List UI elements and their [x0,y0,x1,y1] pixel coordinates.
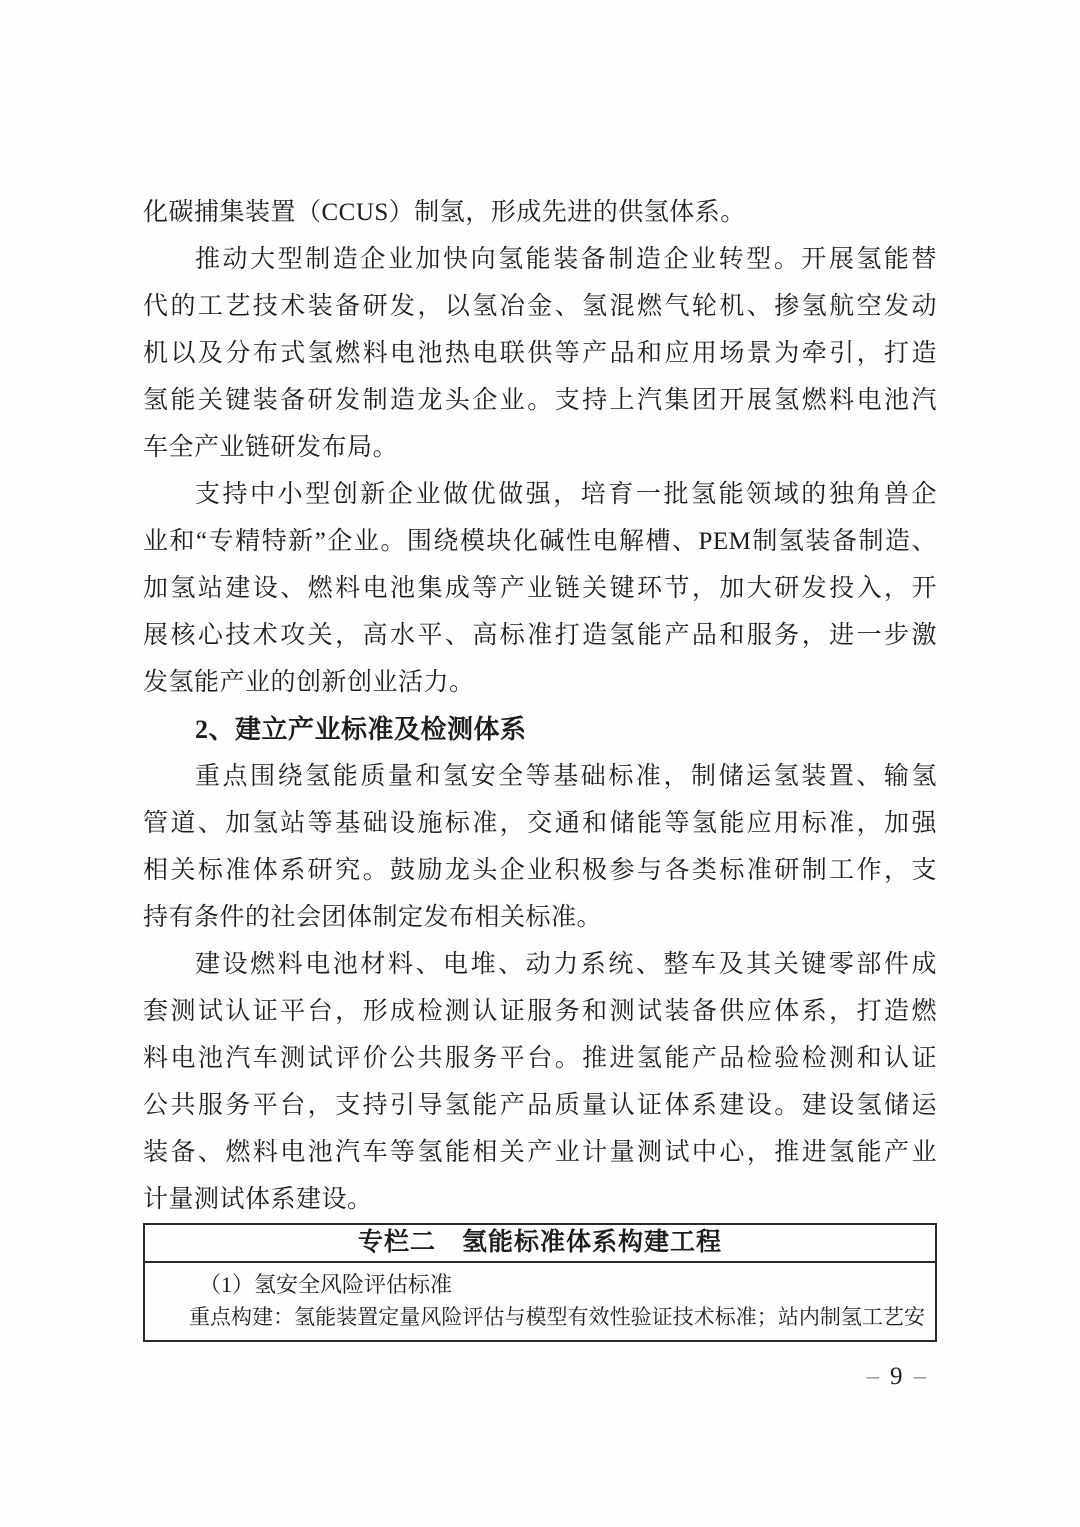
text-line: 料电池汽车测试评价公共服务平台。推进氢能产品检验检测和认证 [143,1045,937,1072]
body-paragraph [143,189,937,236]
text-line: 发氢能产业的创新创业活力。 [143,669,475,696]
text-line: 展核心技术攻关，高水平、高标准打造氢能产品和服务，进一步激 [143,622,937,649]
callout-item-body: 重点构建：氢能装置定量风险评估与模型有效性验证技术标准；站内制氢工艺安 [189,1305,925,1329]
text-line: 推动大型制造企业加快向氢能装备制造企业转型。开展氢能替 [195,246,937,273]
callout-box [143,1223,937,1342]
text-line: 车全产业链研发布局。 [143,434,399,461]
text-line: 化碳捕集装置（CCUS）制氢，形成先进的供氢体系。 [143,199,746,226]
body-paragraph [143,236,937,471]
text-line: 加氢站建设、燃料电池集成等产业链关键环节，加大研发投入，开 [143,575,937,602]
body-paragraph [143,753,937,941]
page-number [857,1363,938,1391]
page-number-dash-right: – [913,1363,927,1390]
callout-box-content [145,1263,935,1340]
text-line: 支持中小型创新企业做优做强，培育一批氢能领域的独角兽企 [195,481,937,508]
text-line: 氢能关键装备研发制造龙头企业。支持上汽集团开展氢燃料电池汽 [143,387,937,414]
callout-box-title: 专栏二 氢能标准体系构建工程 [145,1225,935,1263]
body-paragraph [143,941,937,1223]
page-number-dash-left: – [866,1363,880,1390]
text-line: 装备、燃料电池汽车等氢能相关产业计量测试中心，推进氢能产业 [143,1139,937,1166]
text-line: 建设燃料电池材料、电堆、动力系统、整车及其关键零部件成 [195,951,937,978]
text-line: 重点围绕氢能质量和氢安全等基础标准，制储运氢装置、输氢 [195,763,937,790]
body-paragraph [143,471,937,706]
text-line: 2、建立产业标准及检测体系 [195,715,527,744]
text-line: 公共服务平台，支持引导氢能产品质量认证体系建设。建设氢储运 [143,1092,937,1119]
callout-item-heading: （1）氢安全风险评估标准 [199,1272,453,1297]
section-heading [143,706,937,753]
text-line: 相关标准体系研究。鼓励龙头企业积极参与各类标准研制工作，支 [143,857,937,884]
text-line: 代的工艺技术装备研发，以氢冶金、氢混燃气轮机、掺氢航空发动 [143,293,937,320]
text-line: 业和“专精特新”企业。围绕模块化碱性电解槽、PEM制氢装备制造、 [143,528,937,555]
text-line: 持有条件的社会团体制定发布相关标准。 [143,904,603,931]
document-body [143,189,937,1223]
text-line: 计量测试体系建设。 [143,1186,373,1213]
text-line: 管道、加氢站等基础设施标准，交通和储能等氢能应用标准，加强 [143,810,937,837]
text-line: 机以及分布式氢燃料电池热电联供等产品和应用场景为牵引，打造 [143,340,937,367]
text-line: 套测试认证平台，形成检测认证服务和测试装备供应体系，打造燃 [143,998,937,1025]
page-number-value: 9 [890,1363,904,1390]
